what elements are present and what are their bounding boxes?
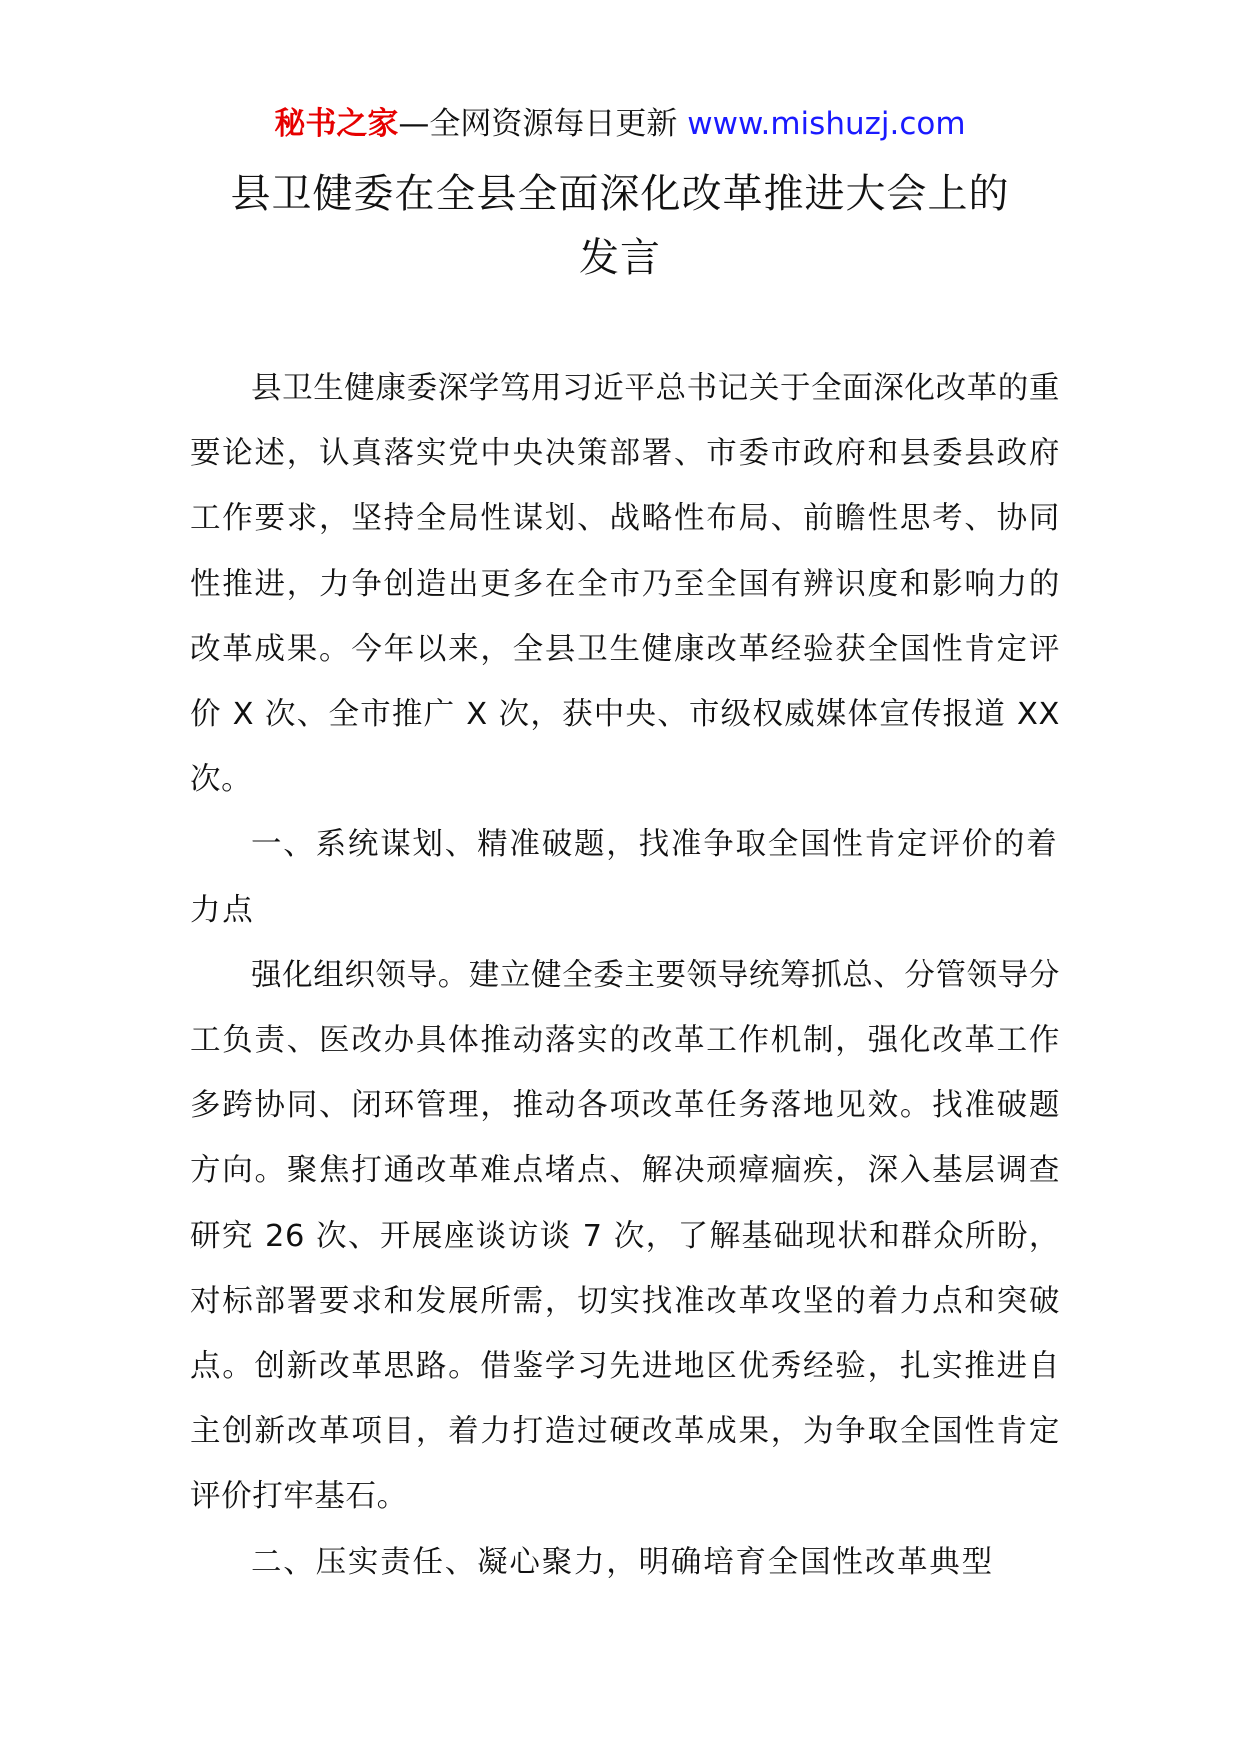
- site-url-link[interactable]: www.mishuzj.com: [687, 106, 966, 142]
- site-header: [0, 104, 1240, 144]
- document-title: [150, 162, 1090, 290]
- section-heading-2: 二、压实责任、凝心聚力，明确培育全国性改革典型: [251, 1544, 994, 1580]
- section-heading-1: 一、系统谋划、精准破题，找准争取全国性肯定评价的着力点: [190, 827, 1059, 928]
- section-1-paragraph: 强化组织领导。建立健全委主要领导统筹抓总、分管领导分工负责、医改办具体推动落实的改革工作机制，强化改革工作多跨协同、闭环管理，推动各项改革任务落地见效。找准破题方向。聚焦打通改革难点堵点、解决顽瘴痼疾，深入基层调查研究 26 次、开展座谈访谈 7 次，了解基础现状和群众所盼，对标部署要求和发展所需，切实找准改革攻坚的着力点和突破点。创新改革思路。借鉴学习先进地区优秀经验，扎实推进自主创新改革项目，着力打造过硬改革成果，为争取全国性肯定评价打牢基石。: [190, 957, 1060, 1515]
- document-body: [190, 356, 1060, 1595]
- document-title-line-2: 发言: [579, 235, 661, 281]
- header-tagline: —全网资源每日更新: [398, 106, 688, 142]
- brand-name: 秘书之家: [274, 106, 399, 142]
- document-title-line-1: 县卫健委在全县全面深化改革推进大会上的: [230, 171, 1010, 217]
- intro-paragraph: 县卫生健康委深学笃用习近平总书记关于全面深化改革的重要论述，认真落实党中央决策部署、市委市政府和县委县政府工作要求，坚持全局性谋划、战略性布局、前瞻性思考、协同性推进，力争创造出更多在全市乃至全国有辨识度和影响力的改革成果。今年以来，全县卫生健康改革经验获全国性肯定评价 X 次、全市推广 X 次，获中央、市级权威媒体宣传报道 XX 次。: [190, 371, 1060, 798]
